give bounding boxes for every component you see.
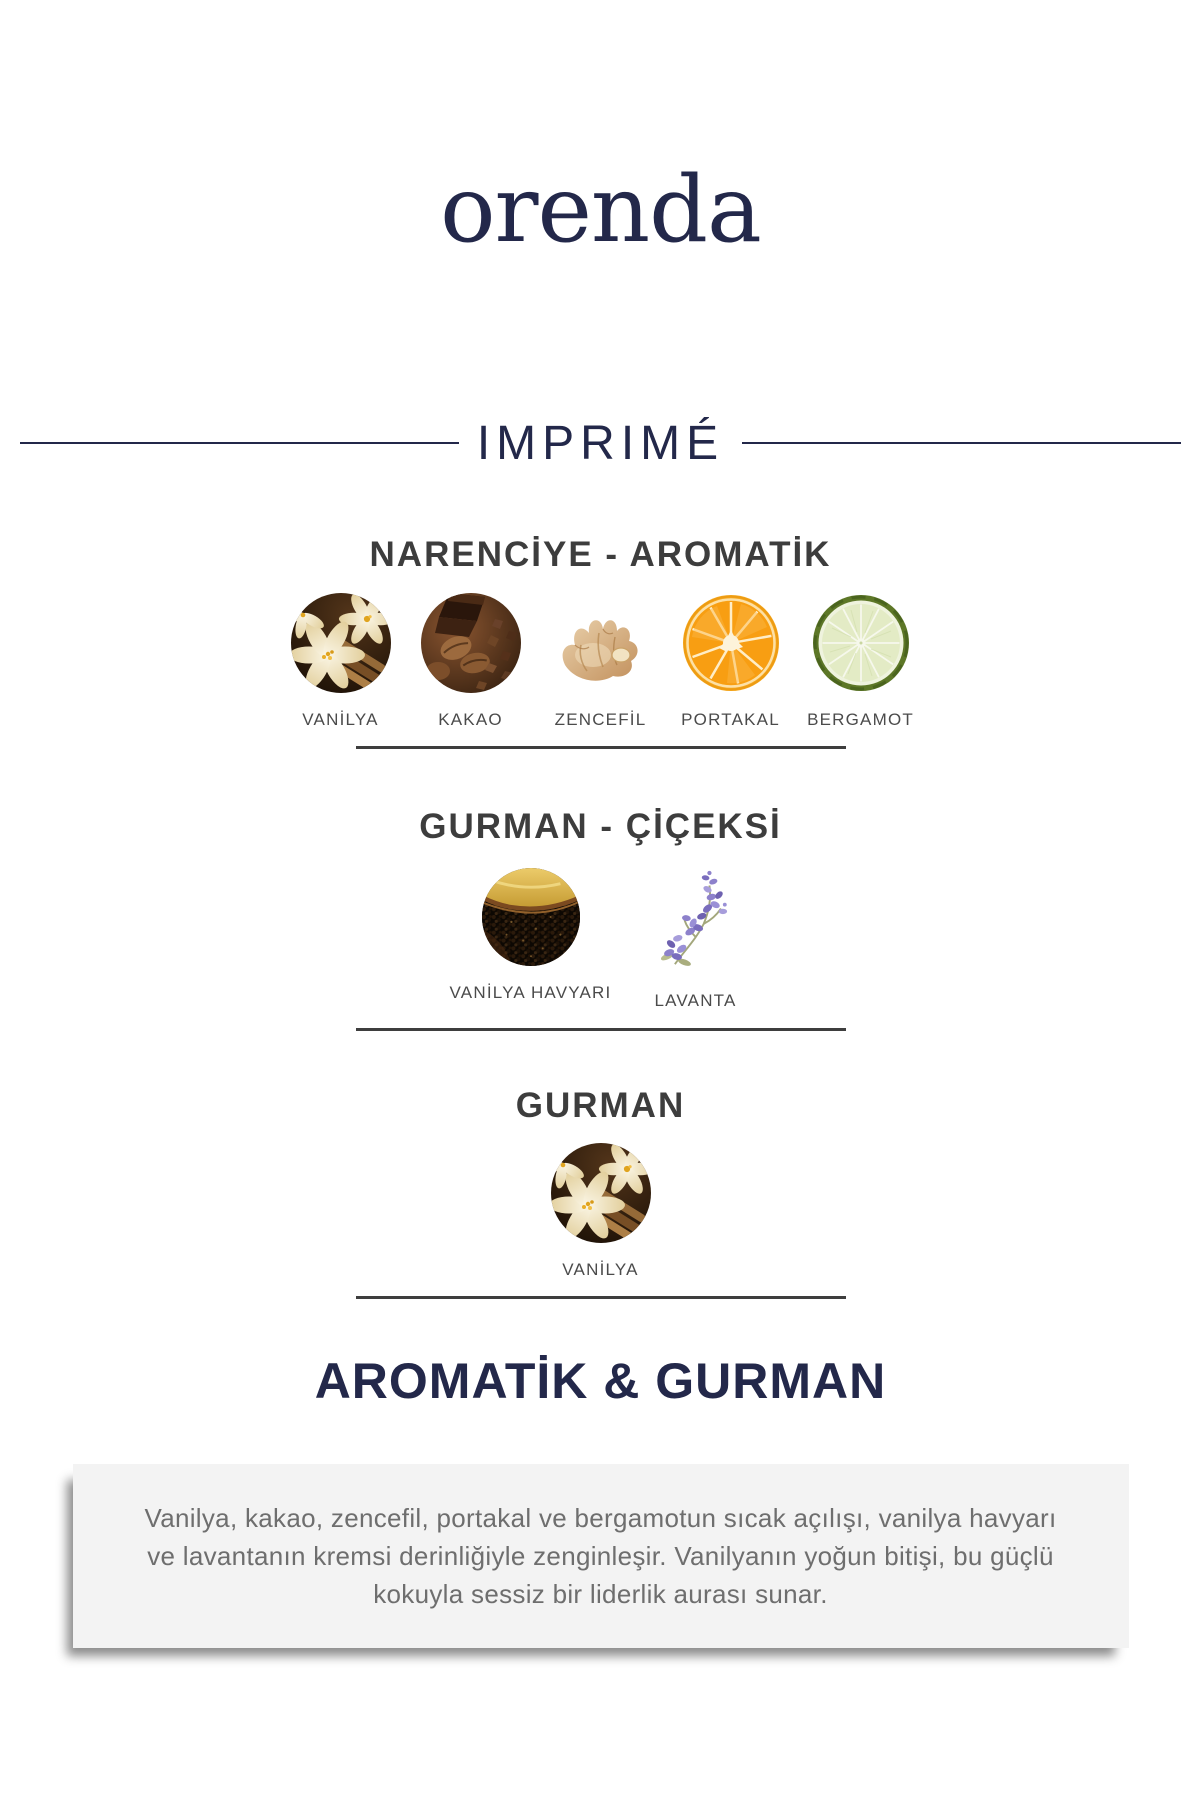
title-rule-left <box>20 442 459 444</box>
description-panel <box>73 1464 1129 1648</box>
mid-notes-row <box>0 868 1201 1009</box>
note-item <box>636 868 756 1009</box>
title-rule-right <box>742 442 1181 444</box>
description-text: Vanilya, kakao, zencefil, portakal ve bergamotun sıcak açılışı, vanilya havyarı ve lavantanın kremsi derinliğiyle zenginleşir. Vanilyanın yoğun bitişi, bu güçlü kokuyla sessiz bir liderlik aurası sunar. <box>144 1503 1057 1609</box>
orange-slice-icon <box>681 593 781 693</box>
brand-logo: orenda <box>440 156 761 263</box>
note-label: ZENCEFİL <box>554 710 647 729</box>
note-item <box>807 593 914 729</box>
cocoa-beans-icon <box>421 593 521 693</box>
ginger-root-icon <box>551 593 651 693</box>
vanilla-caviar-icon <box>482 868 580 966</box>
note-item <box>446 868 616 1001</box>
note-label: LAVANTA <box>654 991 737 1010</box>
note-label: KAKAO <box>438 710 503 729</box>
note-label: VANİLYA <box>302 710 379 729</box>
note-item <box>551 1143 651 1278</box>
section-divider <box>356 746 846 749</box>
section-divider <box>356 1028 846 1031</box>
note-item <box>681 593 781 728</box>
note-label: VANİLYA HAVYARI <box>449 983 612 1002</box>
vanilla-flower-icon <box>291 593 391 693</box>
base-notes-row <box>0 1143 1201 1278</box>
section-heading-mid-notes: GURMAN - ÇİÇEKSİ <box>419 807 782 846</box>
section-heading-top-notes: NARENCİYE - AROMATİK <box>369 535 832 574</box>
product-title: IMPRIMÉ <box>476 416 725 470</box>
bergamot-slice-icon <box>811 593 911 693</box>
vanilla-flower-icon <box>551 1143 651 1243</box>
section-heading-base-notes: GURMAN <box>515 1086 686 1125</box>
product-title-row <box>0 411 1201 475</box>
section-divider <box>356 1296 846 1299</box>
note-label: VANİLYA <box>562 1260 639 1279</box>
note-item <box>291 593 391 728</box>
note-label: PORTAKAL <box>681 710 780 729</box>
note-label: BERGAMOT <box>807 710 914 729</box>
note-item <box>421 593 521 728</box>
note-item <box>551 593 651 728</box>
lavender-sprig-icon <box>648 868 744 974</box>
fragrance-family-title: AROMATİK & GURMAN <box>314 1353 887 1409</box>
top-notes-row <box>0 593 1201 728</box>
